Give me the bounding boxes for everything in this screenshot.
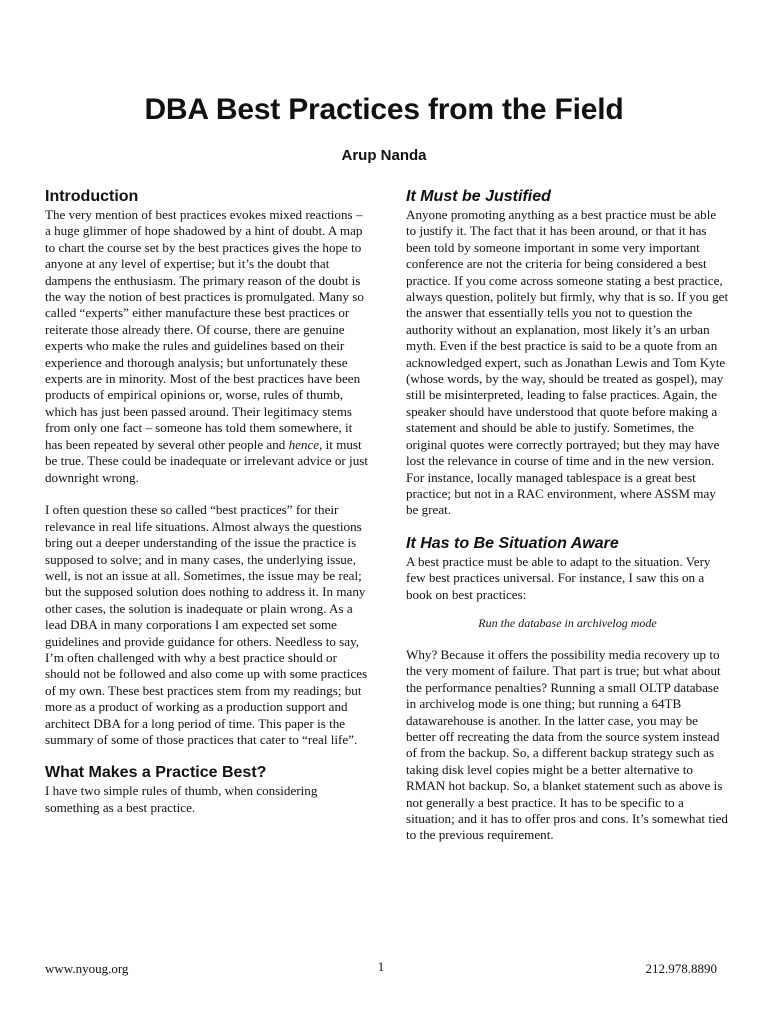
introduction-paragraph-2: I often question these so called “best practices” for their relevance in real life situations. Almost always the questions bring out a deeper understanding of the issue the practice is supposed to solve; and in many cases, the underlying issue, well, is not an issue at all. Sometimes, the issue may be real; but the supposed solution does nothing to address it. In many other cases, the solution is inadequate or plain wrong. As a lead DBA in many corporations I am expected set some guidelines and provide guidance for others. Needless to say, I’m often challenged with why a best practice should or should not be followed and also come up with some practices of my own. These best practices stem from my readings; but more as a product of working as a production support and architect DBA for a long period of time. This paper is the summary of some of those practices that cater to “real life”. xyxy=(45,502,368,747)
must-be-justified-heading: It Must be Justified xyxy=(406,188,551,205)
page-footer xyxy=(45,960,717,978)
what-makes-practice-best-heading: What Makes a Practice Best? xyxy=(45,764,267,782)
intro-text-part-2: , it must be true. These could be inadequate or irrelevant advice or just downright wrong. xyxy=(45,436,368,485)
author-name: Arup Nanda xyxy=(341,147,427,164)
left-column xyxy=(45,186,368,816)
archivelog-quote: Run the database in archivelog mode xyxy=(478,615,657,630)
must-be-justified-paragraph: Anyone promoting anything as a best practice must be able to justify it. The fact that it has been around, or that it has been told by someone important in some very important conference are not the criteria for being considered a best practice. If you come across someone stating a best practice, always question, politely but firmly, why that is so. If you get the answer that essentially tells you not to question the authority without an explanation, most likely it’s an urban myth. Even if the best practice is said to be a quote from an acknowledged expert, such as Jonathan Lewis and Tom Kyte (whose words, by the way, should be treated as gospel), may still be misinterpreted, leading to false practices. Again, the speaker should have understood that quote before making a statement and should be able to justify. Sometimes, the original quotes were correctly portrayed; but they may have lost the relevance in course of time and in the new version. For instance, locally managed tablespace is a great best practice; but not in a RAC environment, where ASSM may be great. xyxy=(406,207,729,518)
situation-aware-heading: It Has to Be Situation Aware xyxy=(406,534,619,552)
situation-aware-paragraph-1: A best practice must be able to adapt to the situation. Very few best practices universal. For instance, I saw this on a book on best practices: xyxy=(406,553,711,602)
what-makes-practice-best-paragraph: I have two simple rules of thumb, when considering something as a best practice. xyxy=(45,783,318,815)
introduction-heading: Introduction xyxy=(45,188,139,205)
situation-aware-paragraph-2: Why? Because it offers the possibility media recovery up to the very moment of failure. That part is true; but what about the performance penalties? Running a small OLTP database in archivelog mode is one thing; but running a 64TB datawarehouse is another. In the latter case, you may be better off recreating the data from the source system instead of from the backup. So, a different backup strategy such as taking disk level copies might be a better alternative to RMAN hot backup. So, a blanket statement such as above is not generally a best practice. It has to be specific to a situation; and it has to offer pros and cons. It’s somewhat tied to the previous requirement. xyxy=(406,646,728,843)
footer-phone: 212.978.8890 xyxy=(645,961,717,976)
introduction-paragraph-1 xyxy=(45,207,368,486)
document-title: DBA Best Practices from the Field xyxy=(144,93,624,126)
footer-page-number: 1 xyxy=(377,959,385,974)
intro-emphasis-hence: hence xyxy=(288,436,320,452)
right-column xyxy=(406,186,729,844)
intro-text-part-1: The very mention of best practices evokes mixed reactions – a huge glimmer of hope shadowed by a hint of doubt. A map to chart the course set by the best practices gives the hope to anyone at any level of expertise; but it’s the doubt that dampens the enthusiasm. The primary reason of the doubt is the way the notion of best practices is promulgated. Many so called “experts” either manufacture these best practices or reiterate those already there. Of course, there are genuine experts who make the rules and guidelines based on their experience and thorough analysis; but unfortunately these experts are in minority. Most of the best practices have been products of empirical opinions or, worse, rules of thumb, which has just been passed around. Their legitimacy stems from only one fact – someone has told them somewhere, it has been repeated by several other people and xyxy=(45,207,364,452)
footer-website: www.nyoug.org xyxy=(45,961,129,976)
